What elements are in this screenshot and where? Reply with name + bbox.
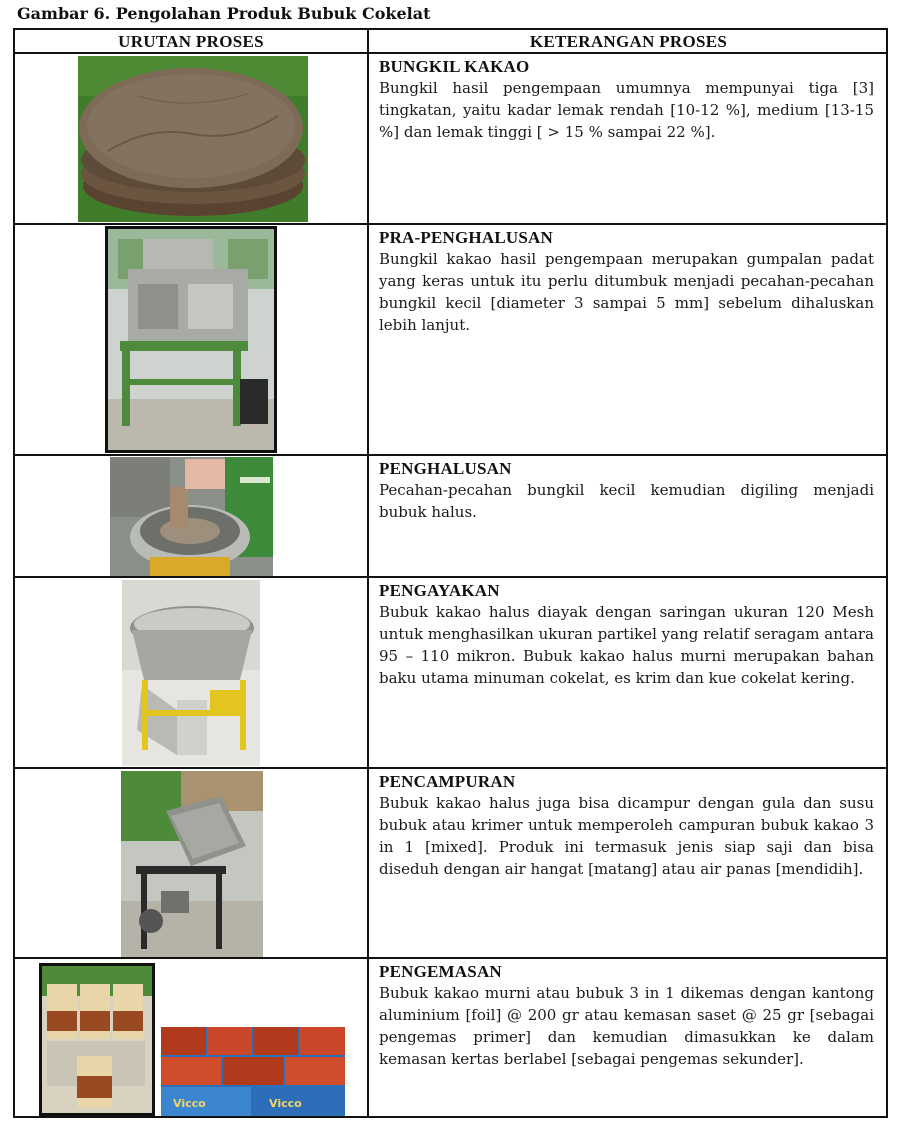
step-title: BUNGKIL KAKAO — [379, 57, 530, 76]
packaging-products-photo — [39, 963, 155, 1116]
step-title: PENCAMPURAN — [379, 772, 516, 791]
description-cell — [379, 580, 874, 689]
breaker-machine-photo — [105, 226, 277, 453]
step-text: Bubuk kakao halus diayak dengan saringan ukuran 120 Mesh untuk menghasilkan ukuran partikel yang relatif seragam antara 95 – 110 mikron. Bubuk kakao halus murni merupakan bahan baku utama minuman cokelat, es krim dan kue cokelat kering. — [379, 603, 874, 687]
svg-text:Vicco: Vicco — [269, 1097, 302, 1110]
cocoa-press-cake-photo — [78, 56, 308, 222]
step-text: Bungkil hasil pengempaan umumnya mempunyai tiga [3] tingkatan, yaitu kadar lemak rendah [10-12 %], medium [13-15 %] dan lemak tinggi [ > 15 % sampai 22 %]. — [379, 79, 874, 141]
step-title: PRA-PENGHALUSAN — [379, 228, 553, 247]
sieving-machine-photo — [122, 580, 260, 766]
grinding-mill-photo — [110, 457, 273, 576]
step-title: PENGAYAKAN — [379, 581, 500, 600]
description-cell — [379, 458, 874, 523]
table-row — [15, 769, 886, 959]
step-text: Bungkil kakao hasil pengempaan merupakan gumpalan padat yang keras untuk itu perlu ditumbuk menjadi pecahan-pecahan bungkil kecil [diameter 3 sampai 5 mm] sebelum dihaluskan lebih lanjut. — [379, 250, 874, 334]
table-row — [15, 225, 886, 456]
table-row — [15, 959, 886, 1118]
table-row — [15, 456, 886, 578]
step-title: PENGEMASAN — [379, 962, 502, 981]
step-text: Bubuk kakao halus juga bisa dicampur dengan gula dan susu bubuk atau krimer untuk memperoleh campuran bubuk kakao 3 in 1 [mixed]. Produk ini termasuk jenis siap saji dan bisa diseduh dengan air hangat [matang] atau air panas [mendidih]. — [379, 794, 874, 878]
description-cell — [379, 227, 874, 336]
description-cell — [379, 961, 874, 1070]
table-header — [15, 30, 886, 54]
step-title: PENGHALUSAN — [379, 459, 512, 478]
mixer-machine-photo — [121, 771, 263, 957]
process-table — [13, 28, 888, 1118]
packaging-boxes-photo — [161, 1027, 345, 1116]
table-row — [15, 578, 886, 769]
figure-caption: Gambar 6. Pengolahan Produk Bubuk Cokelat — [17, 4, 431, 23]
description-cell — [379, 771, 874, 880]
step-text: Pecahan-pecahan bungkil kecil kemudian digiling menjadi bubuk halus. — [379, 481, 874, 521]
step-text: Bubuk kakao murni atau bubuk 3 in 1 dikemas dengan kantong aluminium [foil] @ 200 gr atau kemasan saset @ 25 gr [sebagai pengemas primer] dan kemudian dimasukkan ke dalam kemasan kertas berlabel [sebagai pengemas sekunder]. — [379, 984, 874, 1068]
description-cell — [379, 56, 874, 143]
header-process-order: URUTAN PROSES — [118, 32, 264, 51]
svg-text:Vicco: Vicco — [173, 1097, 206, 1110]
table-row — [15, 54, 886, 225]
header-process-description: KETERANGAN PROSES — [529, 32, 728, 51]
